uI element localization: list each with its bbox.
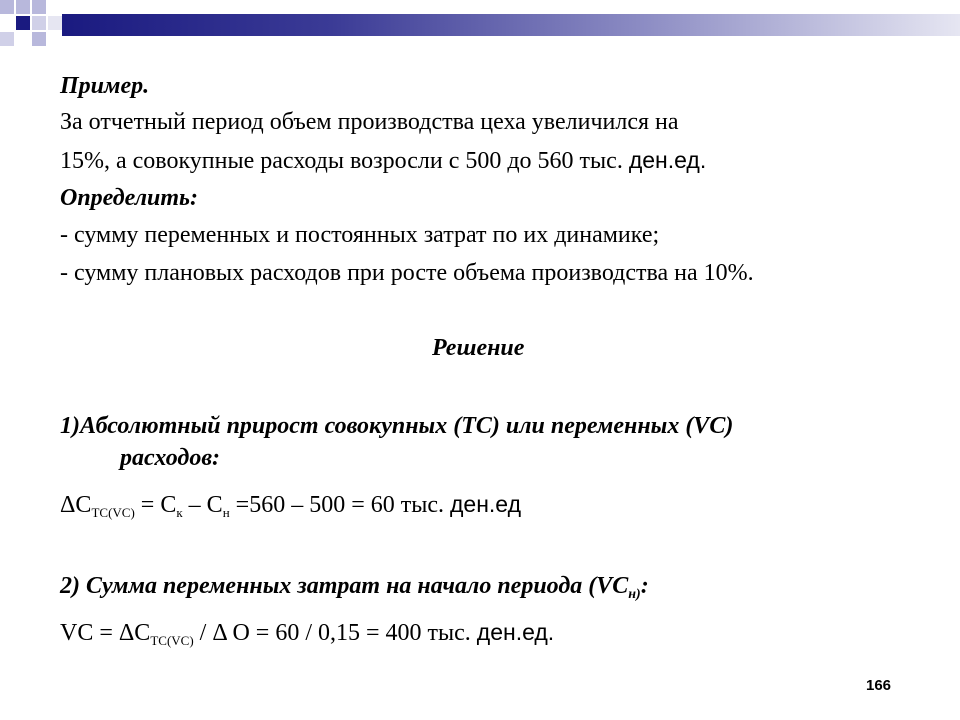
formula-2-rest: / Δ О = 60 / 0,15 = 400 тыс. xyxy=(193,620,477,646)
example-line-1: За отчетный период объем производства цеха увеличился на xyxy=(60,109,679,135)
formula-1-sub-tcvc: TC(VC) xyxy=(91,505,135,520)
formula-1-unit: ден.ед xyxy=(450,491,522,517)
task-2: - сумму плановых расходов при росте объема производства на 10%. xyxy=(60,260,754,286)
formula-1 xyxy=(60,490,521,522)
decor-square-1 xyxy=(0,0,14,14)
decor-square-4 xyxy=(16,16,30,30)
formula-2-start: VC = ΔС xyxy=(60,620,151,646)
solution-title: Решение xyxy=(432,335,525,361)
formula-2-unit: ден.ед. xyxy=(476,619,555,645)
example-title: Пример. xyxy=(60,73,150,99)
step-1-title-cont: расходов: xyxy=(120,445,221,471)
formula-1-sub-n: н xyxy=(222,505,230,520)
formula-1-delta: ΔС xyxy=(60,492,92,518)
step-2-title-colon: : xyxy=(640,573,649,599)
step-1-title: 1)Абсолютный прирост совокупных (ТС) или переменных (VC) xyxy=(60,413,734,439)
example-line-2 xyxy=(60,146,706,175)
decor-square-6 xyxy=(0,32,14,46)
step-2-title xyxy=(60,572,649,604)
formula-2-sub-tcvc: TC(VC) xyxy=(150,633,194,648)
step-2-title-text: 2) Сумма переменных затрат на начало периода (VC xyxy=(60,573,629,599)
step-2-title-sub: н) xyxy=(628,587,641,602)
decor-square-3 xyxy=(32,0,46,14)
decor-square-2 xyxy=(16,0,30,14)
determine-title: Определить: xyxy=(60,185,198,211)
header-gradient-bar xyxy=(62,14,960,36)
formula-1-eq: = С xyxy=(134,492,177,518)
example-line-2-text: 15%, а совокупные расходы возросли с 500 до 560 тыс. xyxy=(60,148,629,174)
decor-square-5 xyxy=(32,16,46,30)
task-1: - сумму переменных и постоянных затрат по их динамике; xyxy=(60,222,660,248)
slide-header-decoration xyxy=(0,0,960,48)
page-number: 166 xyxy=(866,677,892,694)
formula-1-rest: =560 – 500 = 60 тыс. xyxy=(229,492,450,518)
formula-1-minus: – С xyxy=(182,492,223,518)
decor-square-7 xyxy=(32,32,46,46)
decor-square-8 xyxy=(48,16,62,30)
formula-1-sub-k: к xyxy=(176,505,183,520)
example-line-2-unit: ден.ед. xyxy=(628,147,707,173)
formula-2 xyxy=(60,618,554,650)
